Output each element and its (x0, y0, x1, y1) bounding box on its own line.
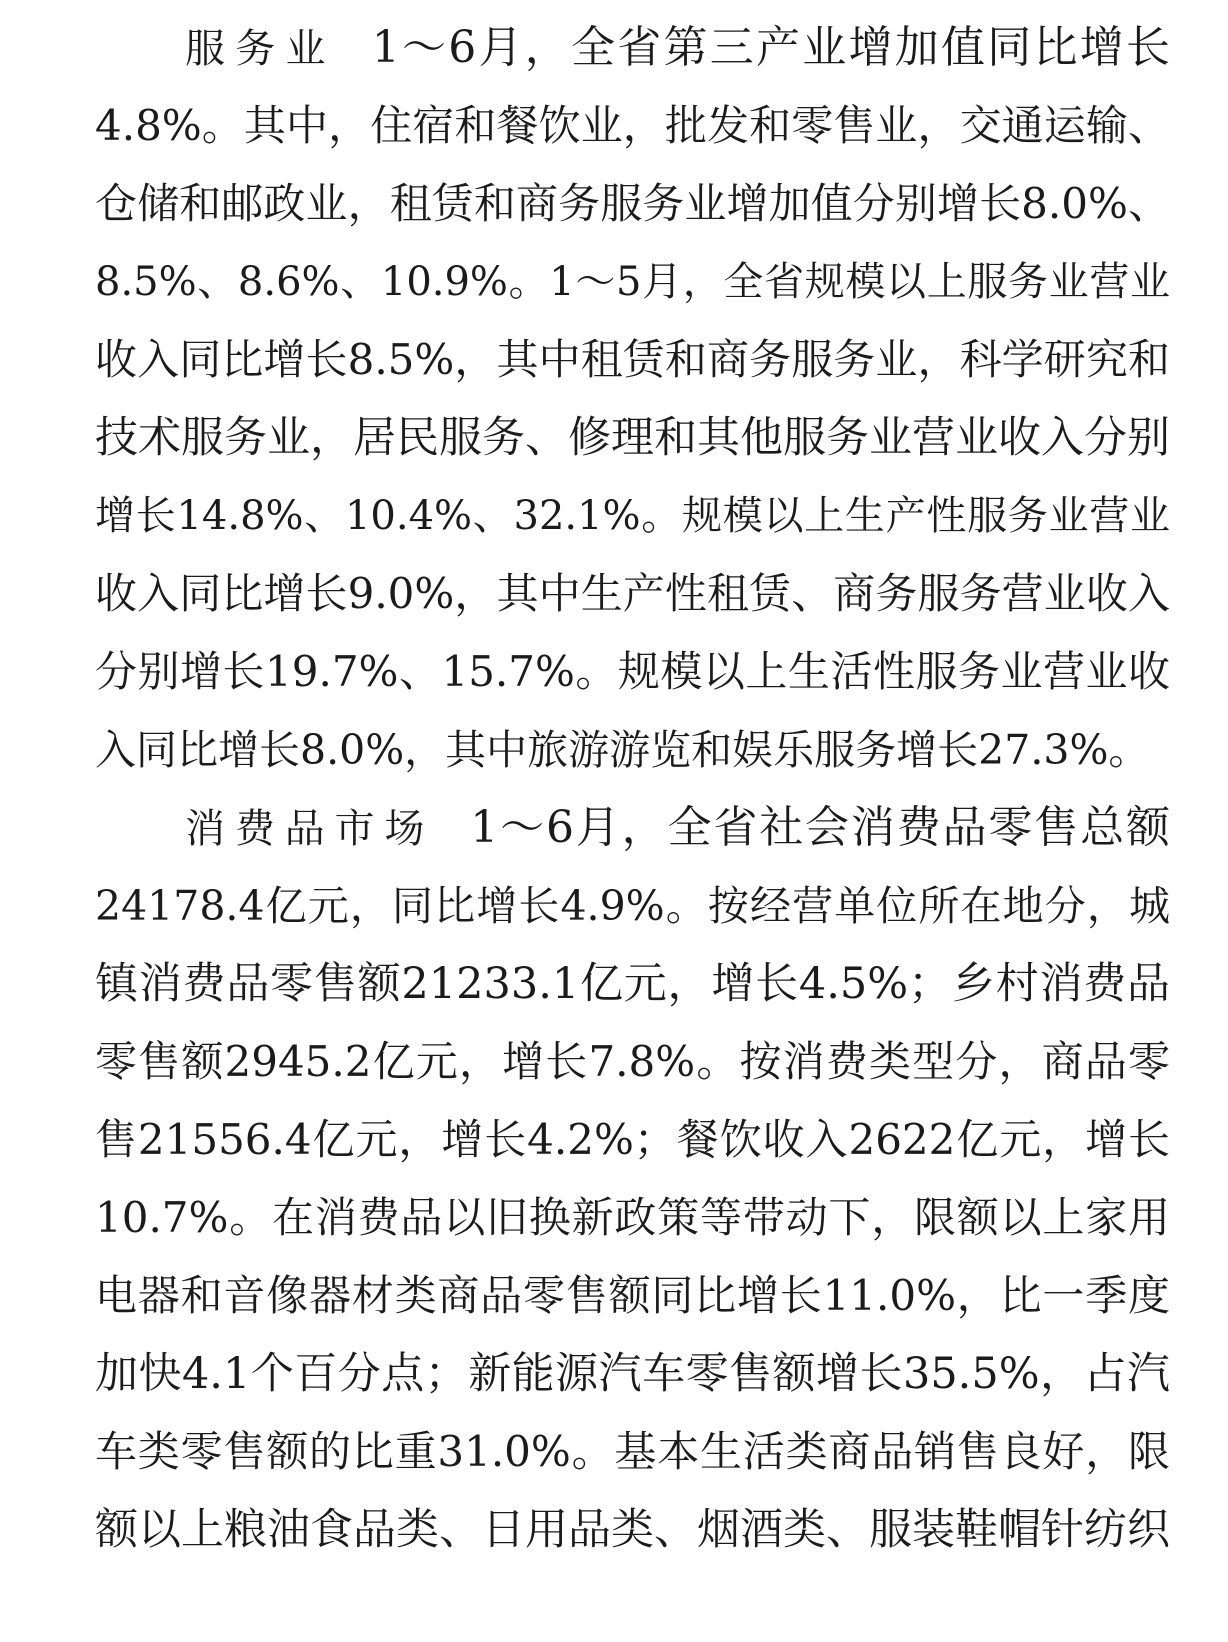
body-line: 入同比增长8.0%，其中旅游游览和娱乐服务增长27.3%。 (95, 726, 1150, 774)
body-line: 收入同比增长8.5%，其中租赁和商务服务业，科学研究和 (95, 335, 1170, 384)
body-line: 车类零售额的比重31.0%。基本生活类商品销售良好，限 (95, 1427, 1170, 1476)
body-line: 24178.4亿元，同比增长4.9%。按经营单位所在地分，城 (95, 882, 1170, 930)
body-line: 10.7%。在消费品以旧换新政策等带动下，限额以上家用 (95, 1193, 1170, 1242)
body-line: 增长14.8%、10.4%、32.1%。规模以上生产性服务业营业 (95, 493, 1170, 539)
body-line: 镇消费品零售额21233.1亿元，增长4.5%；乡村消费品 (95, 959, 1170, 1009)
services-first-line (185, 18, 1170, 78)
body-line: 分别增长19.7%、15.7%。规模以上生活性服务业营业收 (95, 647, 1170, 696)
services-first-line-text: 1～6月，全省第三产业增加值同比增长 (371, 22, 1170, 73)
consumer-first-line (185, 798, 1170, 858)
body-line: 零售额2945.2亿元，增长7.8%。按消费类型分，商品零 (95, 1037, 1170, 1086)
body-line: 8.5%、8.6%、10.9%。1～5月，全省规模以上服务业营业 (95, 259, 1170, 305)
services-heading: 服务业 (185, 26, 336, 72)
consumer-heading: 消费品市场 (185, 806, 435, 852)
body-line: 电器和音像器材类商品零售额同比增长11.0%，比一季度 (95, 1271, 1170, 1320)
body-line: 加快4.1个百分点；新能源汽车零售额增长35.5%，占汽 (95, 1349, 1170, 1399)
body-line: 4.8%。其中，住宿和餐饮业，批发和零售业，交通运输、 (95, 101, 1170, 150)
body-line: 技术服务业，居民服务、修理和其他服务业营业收入分别 (95, 413, 1170, 463)
body-line: 售21556.4亿元，增长4.2%；餐饮收入2622亿元，增长 (95, 1115, 1170, 1164)
body-line: 仓储和邮政业，租赁和商务服务业增加值分别增长8.0%、 (95, 179, 1170, 228)
body-line: 收入同比增长9.0%，其中生产性租赁、商务服务营业收入 (95, 569, 1170, 618)
body-line: 额以上粮油食品类、日用品类、烟酒类、服装鞋帽针纺织 (95, 1505, 1170, 1555)
consumer-first-line-text: 1～6月，全省社会消费品零售总额 (470, 802, 1170, 853)
